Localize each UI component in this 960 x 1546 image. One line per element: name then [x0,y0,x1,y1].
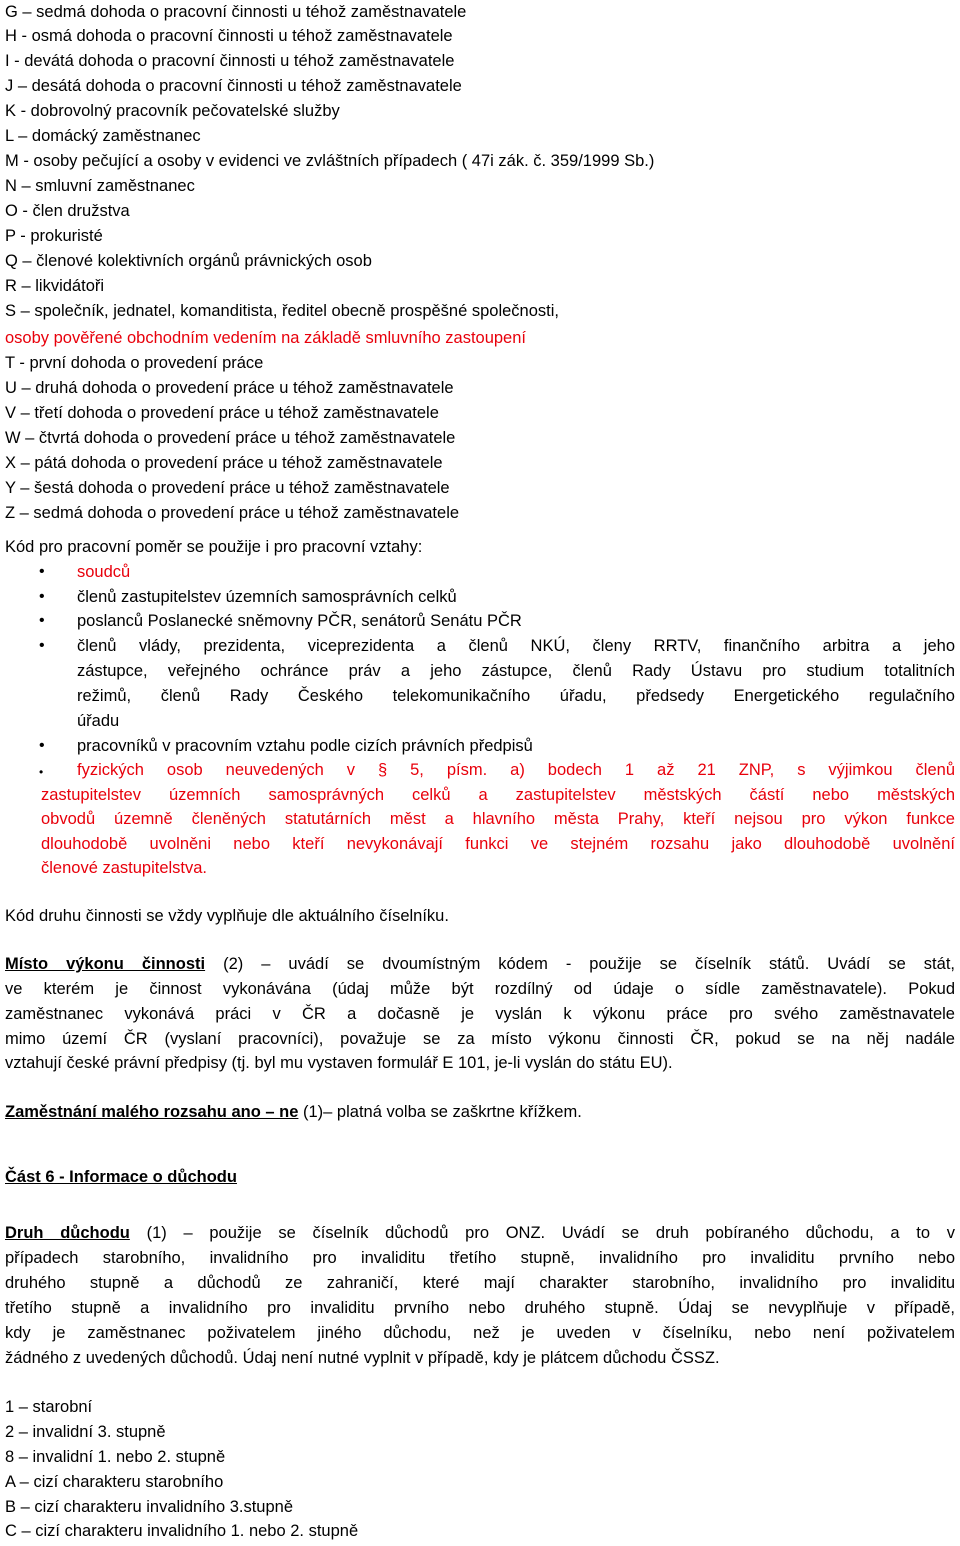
code-line-r: R – likvidátoři [5,277,105,295]
bullet-icon: • [39,637,45,654]
pension-code-c: C – cizí charakteru invalidního 1. nebo 2. stupně [5,1522,359,1540]
bullet-icon: • [39,612,45,629]
code-line-o: O - člen družstva [5,202,130,220]
code-line-l: L – domácký zaměstnanec [5,127,201,145]
pension-line-4: třetího stupně a invalidního pro invaliditu prvního nebo druhého stupně. Údaj se nevyplňuje v případě, [5,1299,955,1317]
pension-line-6: žádného z uvedených důchodů. Údaj není nutné vyplnit v případě, kdy je plátcem důchodu ČSSZ. [5,1349,720,1367]
code-line-s-continuation: osoby pověřené obchodním vedením na základě smluvního zastoupení [5,329,526,347]
code-line-p: P - prokuristé [5,227,103,245]
pension-code-8: 8 – invalidní 1. nebo 2. stupně [5,1448,226,1466]
bullet-text-natural-3: obvodů územně členěných statutárních měst a hlavního města Prahy, kteří nejsou pro výkon funkce [41,810,955,828]
bullet-text: členů zastupitelstev územních samosprávních celků [77,588,457,606]
code-line-y: Y – šestá dohoda o provedení práce u téhož zaměstnavatele [5,479,450,497]
bullet-text-natural-5: členové zastupitelstva. [41,859,208,877]
code-line-h: H - osmá dohoda o pracovní činnosti u téhož zaměstnavatele [5,27,453,45]
bullet-icon: • [39,588,45,605]
bullet-icon: • [39,737,45,754]
bullet-text: poslanců Poslanecké sněmovny PČR, senátorů Senátu PČR [77,612,522,630]
code-line-s: S – společník, jednatel, komanditista, ředitel obecně prospěšné společnosti, [5,302,559,320]
pension-heading: Druh důchodu [5,1224,130,1242]
place-line-4: mimo území ČR (vyslaní pracovníci), považuje se za místo výkonu činnosti ČR, pokud se na něj nadále [5,1030,955,1048]
part6-heading-line [5,1167,237,1187]
place-line-3: zaměstnanec vykonává práci v ČR a dočasně je vyslán k výkonu práce pro svého zaměstnavatele [5,1005,955,1023]
bullet-text-government-4: úřadu [77,712,120,730]
bullet-text: soudců [77,563,131,581]
code-line-q: Q – členové kolektivních orgánů právnických osob [5,252,372,270]
place-line-5: vztahují české právní předpisy (tj. byl mu vystaven formulář E 101, je-li vyslán do státu EU). [5,1054,673,1072]
code-line-z: Z – sedmá dohoda o provedení práce u téhož zaměstnavatele [5,504,460,522]
small-scope-heading: Zaměstnání malého rozsahu ano – ne [5,1103,299,1121]
bullet-text-natural-1: fyzických osob neuvedených v § 5, písm. a) bodech 1 až 21 ZNP, s výjimkou členů [77,761,955,779]
pension-text-1: (1) – použije se číselník důchodů pro ONZ. Uvádí se druh pobíraného důchodu, a to v [129,1224,955,1242]
pension-code-2: 2 – invalidní 3. stupně [5,1423,166,1441]
pension-line-1 [5,1223,955,1243]
code-line-k: K - dobrovolný pracovník pečovatelské služby [5,102,340,120]
place-line-1 [5,954,955,974]
pension-code-b: B – cizí charakteru invalidního 3.stupně [5,1498,294,1516]
bullet-icon: • [39,765,44,779]
pension-line-3: druhého stupně a důchodů ze zahraničí, které mají charakter starobního, invalidního pro invaliditu [5,1274,955,1292]
place-heading: Místo výkonu činnosti [5,955,206,973]
code-line-u: U – druhá dohoda o provedení práce u téhož zaměstnavatele [5,379,454,397]
place-line-2: ve kterém je činnost vykonávána (údaj může být rozdílný od údaje o sídle zaměstnavatele). Pokud [5,980,955,998]
bullet-text: pracovníků v pracovním vztahu podle cizích právních předpisů [77,737,533,755]
small-scope-text: (1)– platná volba se zaškrtne křížkem. [298,1103,582,1121]
code-line-i: I - devátá dohoda o pracovní činnosti u téhož zaměstnavatele [5,52,455,70]
pension-code-1: 1 – starobní [5,1398,93,1416]
bullet-text-government-2: zástupce, veřejného ochránce práv a jeho zástupce, členů Rady Ústavu pro studium totalitních [77,662,955,680]
code-line-w: W – čtvrtá dohoda o provedení práce u téhož zaměstnavatele [5,429,456,447]
code-line-n: N – smluvní zaměstnanec [5,177,195,195]
bullet-text-government-1: členů vlády, prezidenta, viceprezidenta a členů NKÚ, členy RRTV, finančního arbitra a jeho [77,637,955,655]
place-text-1: (2) – uvádí se dvoumístným kódem - použije se číselník států. Uvádí se stát, [205,955,955,973]
part6-heading: Část 6 - Informace o důchodu [5,1168,237,1186]
relation-intro: Kód pro pracovní poměr se použije i pro pracovní vztahy: [5,538,423,556]
pension-code-a: A – cizí charakteru starobního [5,1473,224,1491]
bullet-text-natural-4: dlouhodobě uvolněni nebo kteří nevykonávají funkci ve stejném rozsahu jako dlouhodobě uvolnění [41,835,955,853]
code-line-v: V – třetí dohoda o provedení práce u téhož zaměstnavatele [5,404,439,422]
pension-line-2: případech starobního, invalidního pro invaliditu třetího stupně, invalidního pro invaliditu prvního nebo [5,1249,955,1267]
code-line-g: G – sedmá dohoda o pracovní činnosti u téhož zaměstnavatele [5,3,467,21]
activity-note: Kód druhu činnosti se vždy vyplňuje dle aktuálního číselníku. [5,907,449,925]
pension-line-5: kdy je zaměstnanec poživatelem jiného důchodu, než je uveden v číselníku, nebo není poživatelem [5,1324,955,1342]
code-line-m: M - osoby pečující a osoby v evidenci ve zvláštních případech ( 47i zák. č. 359/1999 Sb.) [5,152,655,170]
code-line-j: J – desátá dohoda o pracovní činnosti u téhož zaměstnavatele [5,77,462,95]
code-line-x: X – pátá dohoda o provedení práce u téhož zaměstnavatele [5,454,443,472]
bullet-text-natural-2: zastupitelstev územních samosprávných celků a zastupitelstev městských částí nebo městských [41,786,955,804]
bullet-text-government-3: režimů, členů Rady Českého telekomunikačního úřadu, předsedy Energetického regulačního [77,687,955,705]
code-line-t: T - první dohoda o provedení práce [5,354,264,372]
bullet-icon: • [39,563,45,580]
small-scope-line [5,1102,582,1122]
